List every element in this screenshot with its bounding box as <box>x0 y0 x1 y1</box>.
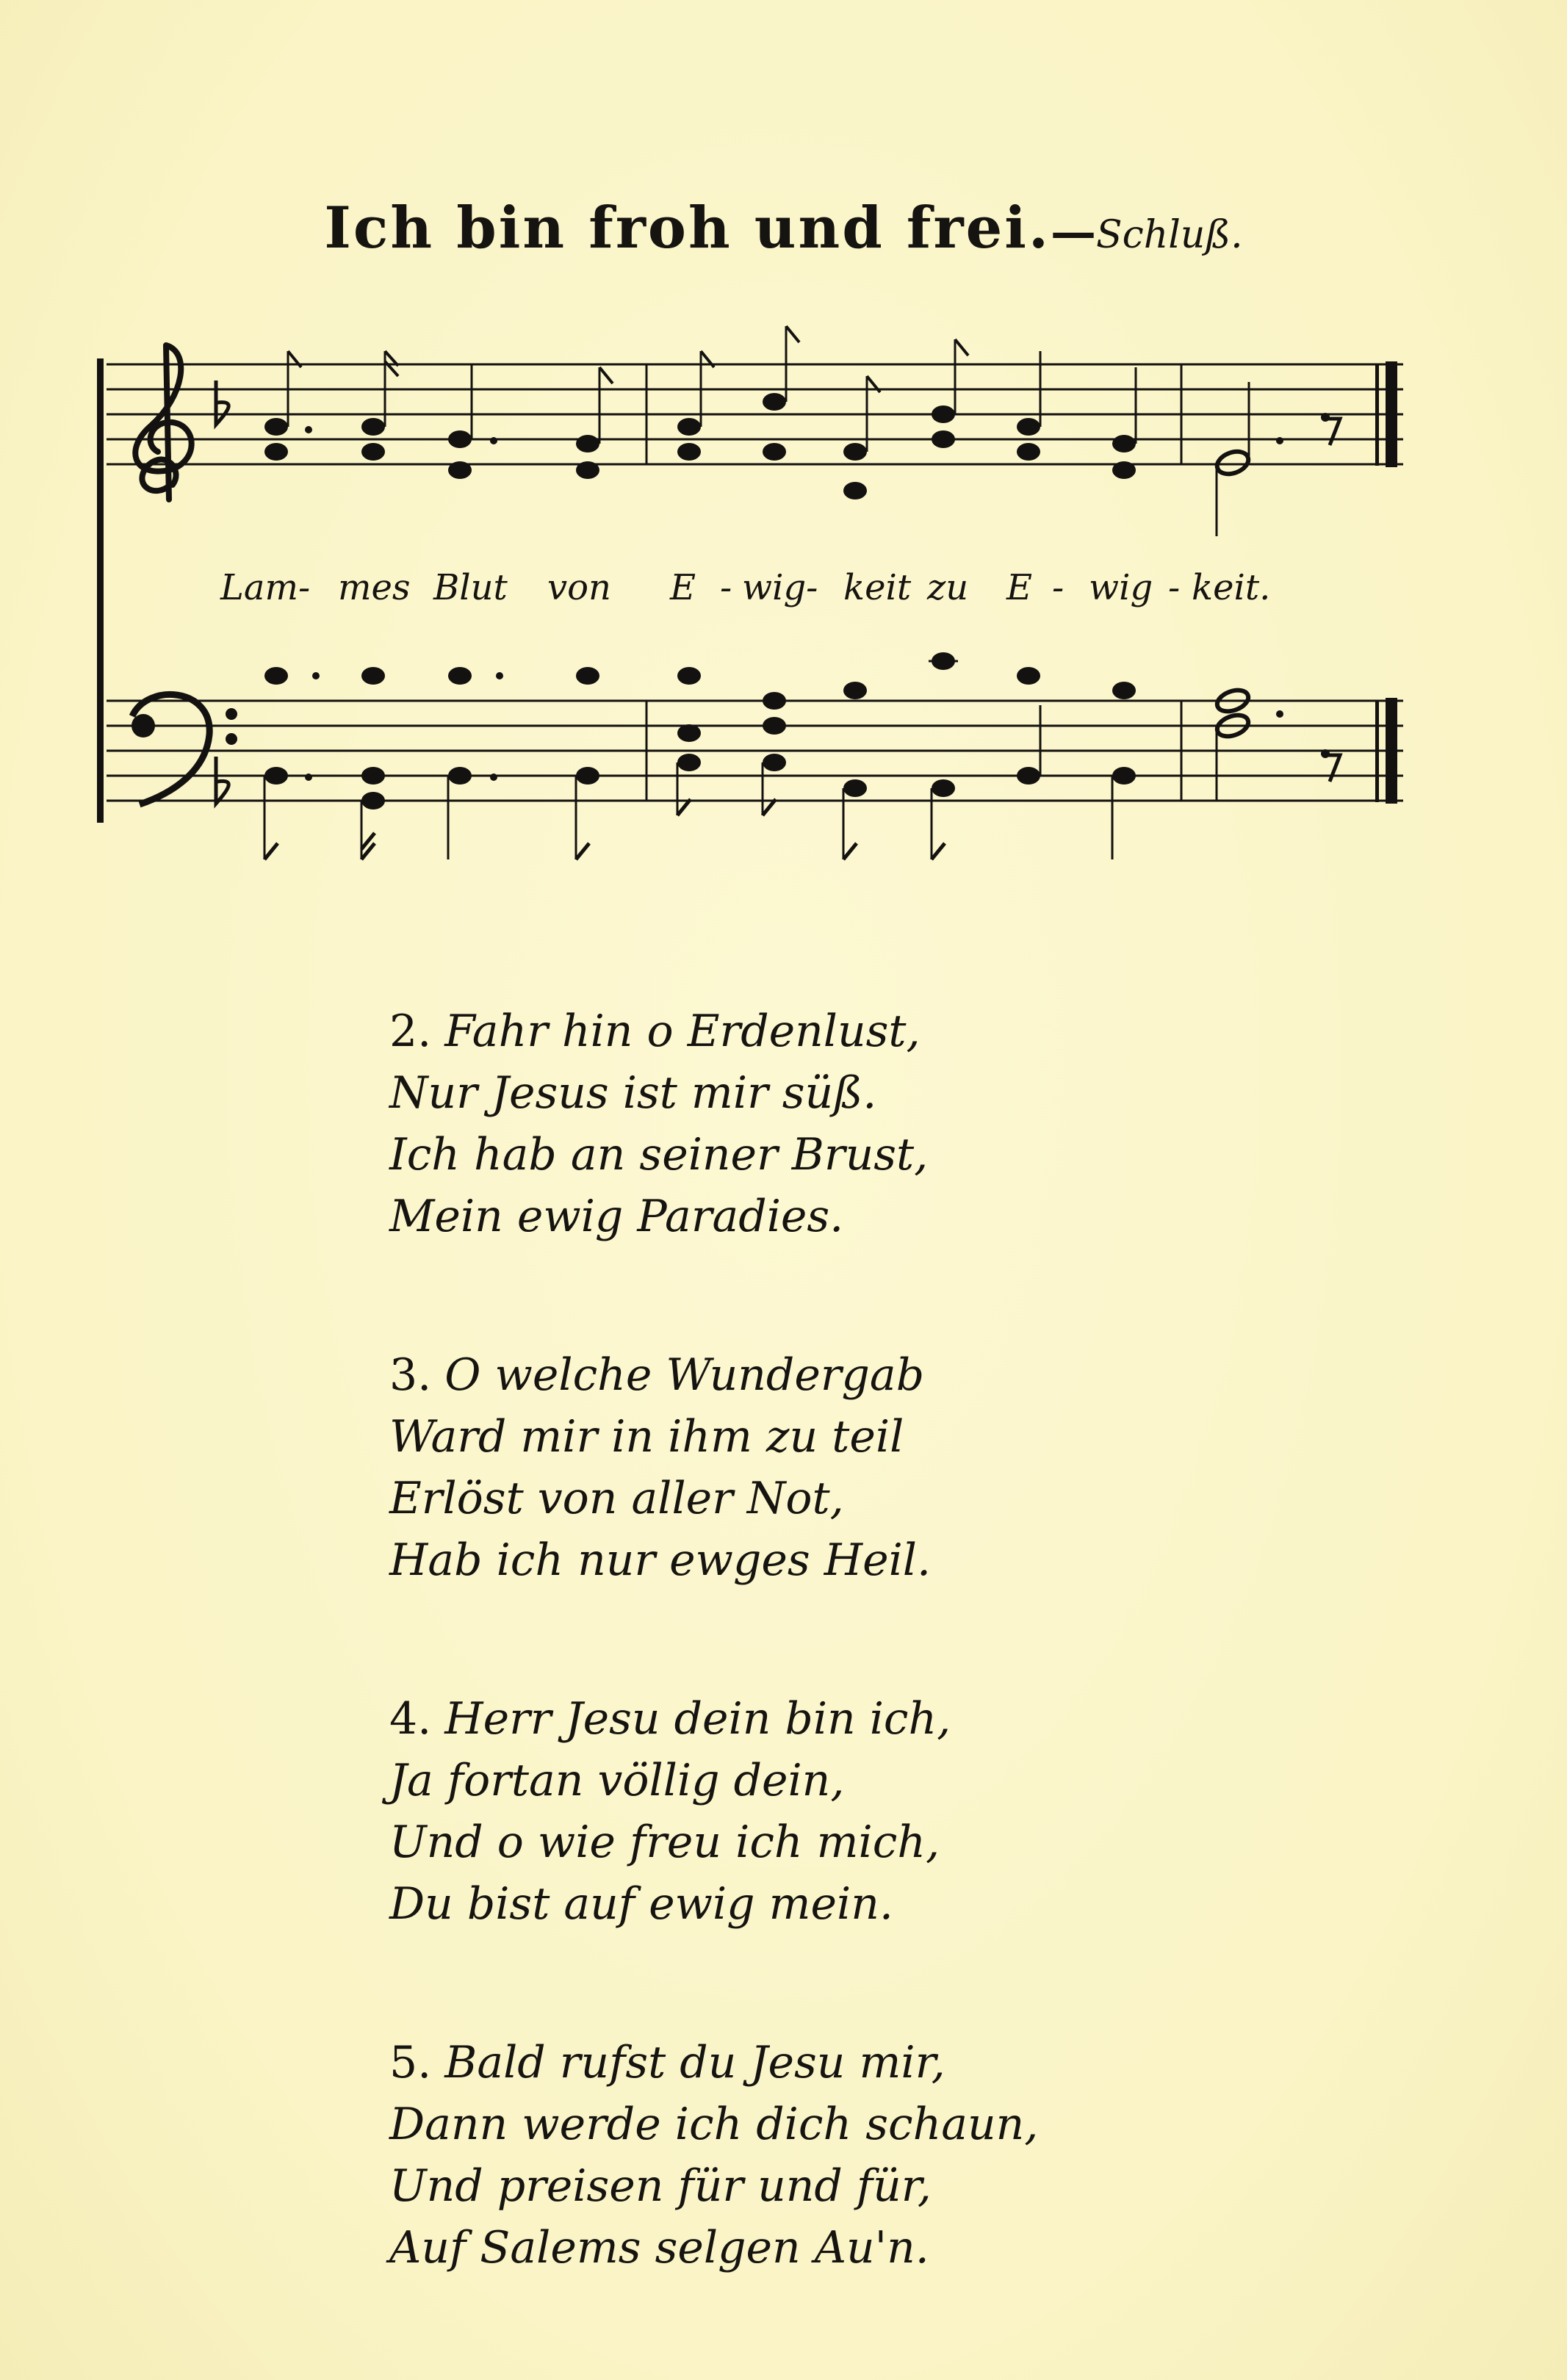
bass-chord-7 <box>843 682 867 859</box>
title-suffix: Schluß. <box>1095 213 1243 257</box>
verse-number: 5. <box>389 2037 432 2088</box>
title-dash: — <box>1050 205 1096 259</box>
treble-chord-1 <box>264 351 312 461</box>
verse-line: 3. O welche Wundergab <box>389 1349 925 1401</box>
treble-final-half-note <box>1214 382 1283 536</box>
lyric-syllable: E <box>670 567 696 608</box>
lyric-syllable: wig <box>1089 567 1153 608</box>
treble-chord-3 <box>448 364 497 479</box>
verse-line: Ich hab an seiner Brust, <box>389 1129 929 1180</box>
verse-3 <box>389 1344 931 1591</box>
lyric-syllable: - <box>1052 567 1065 608</box>
verse-line: 5. Bald rufst du Jesu mir, <box>389 2037 945 2088</box>
verse-line: Du bist auf ewig mein. <box>389 1878 893 1930</box>
verse-line: 4. Herr Jesu dein bin ich, <box>389 1693 951 1745</box>
treble-chord-5 <box>677 351 714 461</box>
treble-chord-2 <box>361 351 398 461</box>
lyric-syllable: - <box>720 567 732 608</box>
bass-notes <box>264 652 1340 859</box>
verse-line: Dann werde ich dich schaun, <box>389 2099 1039 2150</box>
verse-number: 4. <box>389 1693 432 1745</box>
bass-staff <box>107 701 1403 801</box>
lyric-syllable: Lam- <box>220 567 311 608</box>
bass-chord-3 <box>448 667 503 859</box>
lyric-syllable: Blut <box>433 567 508 608</box>
treble-chord-8 <box>932 339 968 448</box>
verse-number: 3. <box>389 1349 432 1401</box>
lyric-syllable: keit. <box>1192 567 1271 608</box>
lyrics-line <box>0 567 1567 626</box>
treble-chord-4 <box>576 367 613 479</box>
treble-chord-7 <box>843 376 880 500</box>
verse-number: 2. <box>389 1006 432 1057</box>
lyric-syllable: von <box>547 567 611 608</box>
lyric-syllable: - <box>1168 567 1181 608</box>
verse-line: Ja fortan völlig dein, <box>389 1755 845 1806</box>
verse-line: Mein ewig Paradies. <box>389 1191 844 1242</box>
lyric-syllable: E <box>1006 567 1033 608</box>
treble-staff <box>107 364 1403 464</box>
treble-chord-10 <box>1112 367 1136 479</box>
title-main: Ich bin froh und frei. <box>324 195 1051 262</box>
verse-5 <box>389 2032 1038 2279</box>
bass-chord-10 <box>1112 682 1136 859</box>
treble-clef <box>135 345 191 500</box>
bass-clef <box>132 694 237 804</box>
verse-2 <box>389 1000 928 1247</box>
bass-flat <box>216 757 228 804</box>
bass-chord-8 <box>929 652 958 859</box>
lyric-syllable: mes <box>338 567 411 608</box>
bass-chord-1 <box>264 667 320 859</box>
verse-line: Und preisen für und für, <box>389 2160 932 2212</box>
treble-notes <box>264 326 1340 536</box>
bass-final-half-note <box>1214 686 1283 801</box>
music-score <box>0 0 1567 881</box>
verse-line: Auf Salems selgen Au'n. <box>389 2222 929 2273</box>
treble-chord-6 <box>763 326 799 461</box>
verse-4 <box>389 1688 951 1935</box>
verse-line: Erlöst von aller Not, <box>389 1473 844 1524</box>
lyric-syllable: zu <box>927 567 969 608</box>
treble-flat <box>216 381 228 425</box>
lyric-syllable: wig- <box>742 567 818 608</box>
lyric-syllable: keit <box>843 567 912 608</box>
treble-chord-9 <box>1017 351 1040 461</box>
verse-line: 2. Fahr hin o Erdenlust, <box>389 1006 921 1057</box>
bass-chord-4 <box>576 667 599 859</box>
verse-line: Nur Jesus ist mir süß. <box>389 1067 877 1119</box>
bass-chord-2 <box>361 667 385 859</box>
bass-chord-5 <box>677 667 701 815</box>
bass-chord-6 <box>763 692 786 815</box>
verse-line: Ward mir in ihm zu teil <box>389 1411 904 1463</box>
verse-line: Und o wie freu ich mich, <box>389 1817 940 1868</box>
verse-line: Hab ich nur ewges Heil. <box>389 1535 932 1586</box>
